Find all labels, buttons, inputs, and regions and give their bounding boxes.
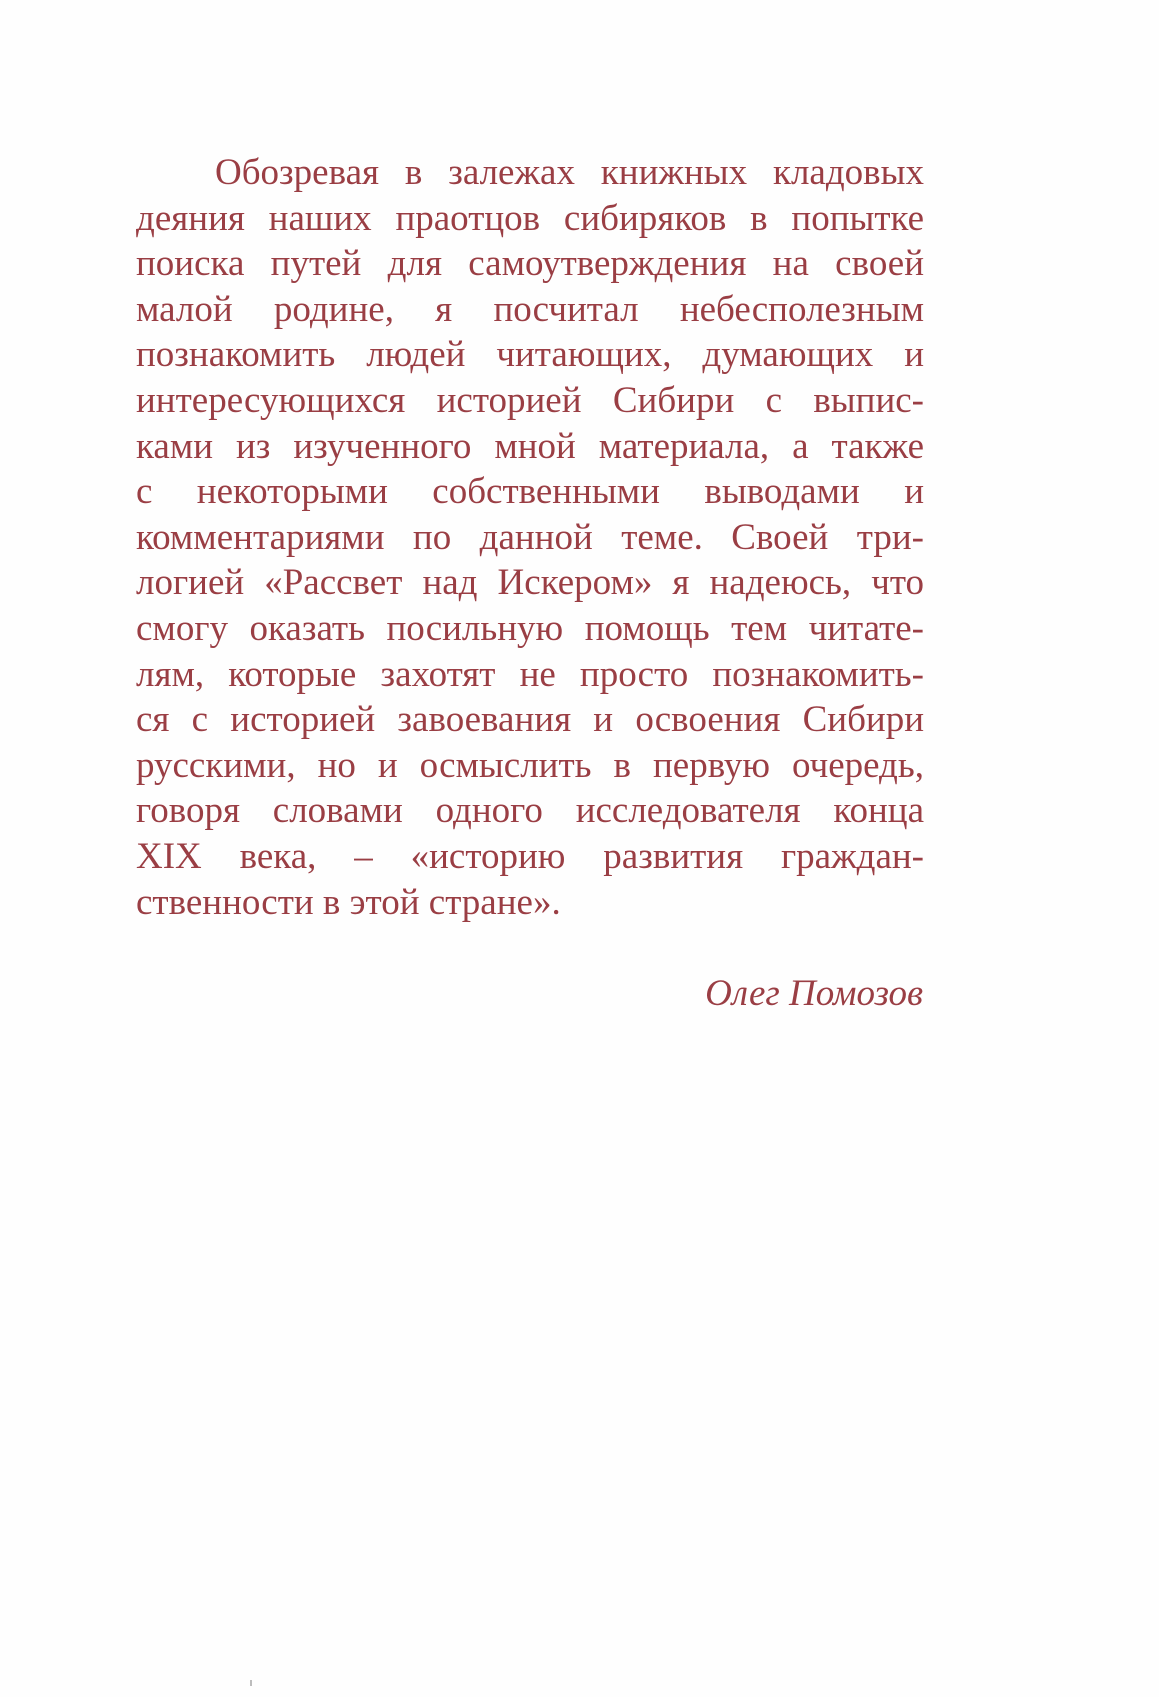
author-signature: Олег Помозов (705, 973, 923, 1014)
body-line: познакомить людей читающих, думающих и (136, 334, 924, 376)
body-line: русскими, но и осмыслить в первую очередь, (136, 744, 924, 786)
body-line: лям, которые захотят не просто познакомить- (136, 653, 924, 695)
body-line: малой родине, я посчитал небесполезным (136, 288, 924, 330)
body-line: говоря словами одного исследователя конца (136, 790, 924, 832)
body-line: комментариями по данной теме. Своей три- (136, 516, 924, 558)
body-line: ками из изученного мной материала, а также (136, 425, 924, 467)
body-line: логией «Рассвет над Искером» я надеюсь, что (136, 562, 924, 604)
body-line: интересующихся историей Сибири с выпис- (136, 379, 924, 421)
body-line: XIX века, – «историю развития граждан- (136, 835, 924, 877)
print-speck (250, 1680, 252, 1686)
body-line: деяния наших праотцов сибиряков в попытке (136, 197, 924, 239)
body-line: ственности в этой стране». (136, 881, 561, 923)
body-line: Обозревая в залежах книжных кладовых (215, 152, 924, 193)
body-line: ся с историей завоевания и освоения Сибири (136, 699, 924, 741)
body-line: с некоторыми собственными выводами и (136, 471, 924, 513)
body-line: поиска путей для самоутверждения на своей (136, 243, 924, 285)
body-text (136, 150, 924, 925)
body-line: смогу оказать посильную помощь тем читате- (136, 607, 924, 649)
